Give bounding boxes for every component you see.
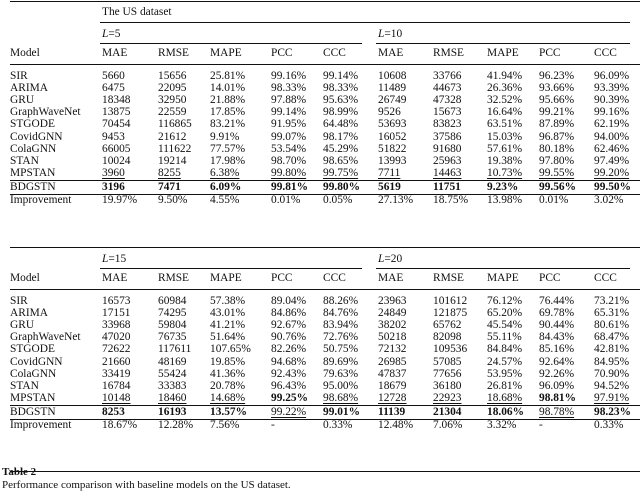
metric-header-rmse: RMSE bbox=[158, 272, 190, 284]
metric-cell: 121875 bbox=[433, 307, 468, 320]
horizon-label bbox=[102, 251, 126, 267]
metric-cell: 89.69% bbox=[323, 355, 359, 368]
metric-cell: 16784 bbox=[102, 379, 131, 392]
table-row bbox=[10, 192, 640, 208]
metric-cell: 69.78% bbox=[539, 307, 575, 320]
metric-cell: 93.39% bbox=[594, 82, 630, 95]
model-name: CovidGNN bbox=[10, 130, 63, 143]
metric-cell: 74295 bbox=[158, 307, 187, 320]
metric-cell: 15656 bbox=[158, 70, 187, 82]
metric-cell: 55.11% bbox=[487, 331, 522, 344]
horizon-symbol: L bbox=[102, 28, 109, 40]
metric-cell: 95.00% bbox=[323, 379, 359, 392]
metric-cell: 14.68% bbox=[210, 391, 246, 404]
metric-cell: 98.65% bbox=[323, 154, 359, 167]
metric-cell: 6475 bbox=[102, 82, 125, 95]
metric-header-ccc: CCC bbox=[594, 47, 617, 59]
metric-cell: 107.65% bbox=[210, 343, 251, 356]
metric-cell: 25963 bbox=[433, 154, 462, 167]
metric-cell: 10148 bbox=[102, 391, 131, 404]
metric-cell: 19.97% bbox=[102, 194, 138, 206]
metric-cell: 11751 bbox=[433, 180, 461, 193]
metric-cell: 15673 bbox=[433, 106, 462, 119]
metric-cell: 0.33% bbox=[323, 419, 353, 431]
metric-cell: 50.75% bbox=[323, 343, 359, 356]
metric-cell: 99.56% bbox=[539, 180, 577, 193]
caption-text: Performance comparison with baseline models on the US dataset. bbox=[2, 479, 291, 491]
metric-header-pcc: PCC bbox=[271, 47, 293, 59]
metric-cell: 90.76% bbox=[271, 331, 307, 344]
horizon-header-row bbox=[10, 251, 640, 267]
metric-cell: 9453 bbox=[102, 130, 125, 143]
horizon-rule-right bbox=[376, 268, 630, 269]
metric-cell: 45.54% bbox=[487, 319, 523, 332]
metric-cell: 18348 bbox=[102, 94, 131, 107]
metric-header-row bbox=[10, 45, 640, 61]
metric-cell: 50218 bbox=[378, 331, 407, 344]
metric-header-rmse: RMSE bbox=[158, 47, 190, 59]
metric-cell: 24.57% bbox=[487, 355, 523, 368]
horizon-rule-left bbox=[100, 43, 362, 44]
metric-cell: 99.16% bbox=[594, 106, 630, 119]
model-name: BDGSTN bbox=[10, 180, 56, 193]
horizon-value: =20 bbox=[384, 253, 403, 265]
metric-cell: 80.61% bbox=[594, 319, 630, 332]
metric-cell: 48169 bbox=[158, 355, 187, 368]
model-name: STGODE bbox=[10, 118, 55, 131]
metric-cell: 26.81% bbox=[487, 379, 523, 392]
model-name: GRU bbox=[10, 319, 35, 332]
metric-cell: 6.09% bbox=[210, 180, 242, 193]
bottom-rule bbox=[10, 471, 640, 472]
metric-header-pcc: PCC bbox=[539, 47, 561, 59]
metric-cell: 83.94% bbox=[323, 319, 359, 332]
metric-cell: 13875 bbox=[102, 106, 131, 119]
horizon-label bbox=[378, 251, 402, 267]
metric-cell: 98.70% bbox=[271, 154, 307, 167]
metric-header-mae: MAE bbox=[102, 272, 128, 284]
metric-cell: 101612 bbox=[433, 295, 468, 307]
metric-cell: 14463 bbox=[433, 166, 462, 179]
metric-cell: 37586 bbox=[433, 130, 462, 143]
metric-cell: 62.46% bbox=[594, 142, 630, 155]
metric-cell: 99.07% bbox=[271, 130, 307, 143]
metric-cell: 98.78% bbox=[539, 405, 575, 418]
metric-cell: 33383 bbox=[158, 379, 187, 392]
metric-cell: 9.23% bbox=[487, 180, 519, 193]
model-name: MPSTAN bbox=[10, 166, 56, 179]
metric-cell: 18.68% bbox=[487, 391, 523, 404]
metric-cell: 11489 bbox=[378, 82, 407, 95]
metric-cell: 17.85% bbox=[210, 106, 246, 119]
metric-cell: 88.26% bbox=[323, 295, 359, 307]
horizon-rule-left bbox=[100, 268, 362, 269]
metric-cell: 99.75% bbox=[323, 166, 359, 179]
metric-cell: 99.21% bbox=[539, 106, 575, 119]
metric-cell: 33419 bbox=[102, 367, 131, 380]
metric-cell: 16052 bbox=[378, 130, 407, 143]
model-name: GRU bbox=[10, 94, 35, 107]
metric-cell: 51822 bbox=[378, 142, 407, 155]
block-divider-rule bbox=[10, 247, 640, 248]
metric-cell: 99.81% bbox=[271, 180, 309, 193]
metric-cell: 96.43% bbox=[271, 379, 307, 392]
metric-cell: 21660 bbox=[102, 355, 131, 368]
metric-cell: 5619 bbox=[378, 180, 401, 193]
horizon-rule-right bbox=[376, 43, 630, 44]
metric-cell: 33766 bbox=[433, 70, 462, 82]
table-row bbox=[10, 417, 640, 433]
metric-cell: 26749 bbox=[378, 94, 407, 107]
metric-cell: 85.16% bbox=[539, 343, 575, 356]
metric-cell: 24849 bbox=[378, 307, 407, 320]
metric-cell: 79.63% bbox=[323, 367, 359, 380]
metric-cell: 10608 bbox=[378, 70, 407, 82]
model-name: STAN bbox=[10, 154, 39, 167]
metric-cell: 82098 bbox=[433, 331, 462, 344]
metric-cell: 72.76% bbox=[323, 331, 359, 344]
metric-cell: 84.76% bbox=[323, 307, 359, 320]
metric-cell: 12728 bbox=[378, 391, 407, 404]
model-name: BDGSTN bbox=[10, 405, 56, 418]
metric-cell: 82.26% bbox=[271, 343, 307, 356]
metric-cell: 6.38% bbox=[210, 166, 240, 179]
metric-cell: 94.68% bbox=[271, 355, 307, 368]
metric-cell: 96.23% bbox=[539, 70, 575, 82]
metric-cell: 99.55% bbox=[539, 166, 575, 179]
model-name: SIR bbox=[10, 295, 28, 307]
dataset-title: The US dataset bbox=[102, 6, 172, 18]
horizon-label bbox=[102, 26, 120, 42]
metric-cell: 51.64% bbox=[210, 331, 246, 344]
metric-cell: 96.09% bbox=[594, 70, 630, 82]
metric-header-row bbox=[10, 270, 640, 286]
metric-cell: 7711 bbox=[378, 166, 401, 179]
metric-header-pcc: PCC bbox=[271, 272, 293, 284]
horizon-header-row bbox=[10, 26, 640, 42]
metric-cell: 47328 bbox=[433, 94, 462, 107]
metric-cell: 80.18% bbox=[539, 142, 575, 155]
metric-cell: 36180 bbox=[433, 379, 462, 392]
metric-cell: 47837 bbox=[378, 367, 407, 380]
metric-header-mae: MAE bbox=[378, 47, 404, 59]
metric-cell: 26985 bbox=[378, 355, 407, 368]
metric-cell: 63.51% bbox=[487, 118, 523, 131]
metric-cell: 91.95% bbox=[271, 118, 307, 131]
metric-cell: 98.23% bbox=[594, 405, 632, 418]
model-name: ARIMA bbox=[10, 307, 48, 320]
metric-cell: 117611 bbox=[158, 343, 192, 356]
model-name: STAN bbox=[10, 379, 39, 392]
metric-header-mape: MAPE bbox=[210, 47, 242, 59]
metric-cell: 72622 bbox=[102, 343, 131, 356]
metric-cell: 18679 bbox=[378, 379, 407, 392]
model-header: Model bbox=[10, 272, 40, 284]
metric-cell: 97.49% bbox=[594, 154, 630, 167]
metric-cell: 98.99% bbox=[323, 106, 359, 119]
metric-cell: 57.38% bbox=[210, 295, 246, 307]
metric-cell: 99.22% bbox=[271, 405, 307, 418]
metric-cell: 94.00% bbox=[594, 130, 630, 143]
metric-cell: 7.56% bbox=[210, 419, 240, 431]
metric-header-ccc: CCC bbox=[323, 47, 346, 59]
model-name: MPSTAN bbox=[10, 391, 56, 404]
metric-cell: 23963 bbox=[378, 295, 407, 307]
metric-cell: 99.25% bbox=[271, 391, 309, 404]
metric-cell: 15.03% bbox=[487, 130, 523, 143]
metric-header-rmse: RMSE bbox=[433, 272, 465, 284]
metric-cell: 65.20% bbox=[487, 307, 523, 320]
metric-cell: 41.94% bbox=[487, 70, 523, 82]
metric-cell: 0.33% bbox=[594, 419, 624, 431]
metric-cell: 26.36% bbox=[487, 82, 523, 95]
metric-header-mae: MAE bbox=[378, 272, 404, 284]
model-name: ColaGNN bbox=[10, 367, 57, 380]
metric-cell: 17.98% bbox=[210, 154, 246, 167]
metric-cell: 99.14% bbox=[323, 70, 359, 82]
metric-cell: 8253 bbox=[102, 405, 125, 418]
metric-cell: 18460 bbox=[158, 391, 187, 404]
metric-cell: 16573 bbox=[102, 295, 131, 307]
metric-header-mae: MAE bbox=[102, 47, 128, 59]
metric-cell: 13.98% bbox=[487, 194, 523, 206]
metric-cell: 9.50% bbox=[158, 194, 188, 206]
metric-cell: 97.88% bbox=[271, 94, 307, 107]
metric-cell: 16193 bbox=[158, 405, 187, 418]
metric-header-ccc: CCC bbox=[594, 272, 617, 284]
metric-cell: 18.06% bbox=[487, 405, 525, 418]
model-name: ARIMA bbox=[10, 82, 48, 95]
metric-cell: 12.48% bbox=[378, 419, 414, 431]
metric-cell: 21612 bbox=[158, 130, 187, 143]
model-name: GraphWaveNet bbox=[10, 106, 81, 119]
model-name: Improvement bbox=[10, 194, 72, 206]
metric-cell: 27.13% bbox=[378, 194, 414, 206]
model-name: Improvement bbox=[10, 419, 72, 431]
metric-cell: 42.81% bbox=[594, 343, 630, 356]
metric-cell: 20.78% bbox=[210, 379, 246, 392]
metric-cell: - bbox=[271, 419, 275, 431]
horizon-value: =5 bbox=[108, 28, 121, 40]
metric-cell: 62.19% bbox=[594, 118, 630, 131]
metric-cell: 76735 bbox=[158, 331, 187, 344]
horizon-value: =15 bbox=[108, 253, 127, 265]
metric-cell: 44673 bbox=[433, 82, 462, 95]
metric-cell: 53.54% bbox=[271, 142, 307, 155]
metric-cell: 95.66% bbox=[539, 94, 575, 107]
metric-cell: 87.89% bbox=[539, 118, 575, 131]
metric-cell: 0.05% bbox=[323, 194, 353, 206]
metric-cell: 7471 bbox=[158, 180, 181, 193]
metric-cell: 98.68% bbox=[323, 391, 359, 404]
metric-cell: 13993 bbox=[378, 154, 407, 167]
metric-cell: 83.21% bbox=[210, 118, 246, 131]
model-name: STGODE bbox=[10, 343, 55, 356]
metric-cell: 93.66% bbox=[539, 82, 575, 95]
metric-cell: 8255 bbox=[158, 166, 181, 179]
horizon-symbol: L bbox=[102, 253, 109, 265]
metric-cell: 11139 bbox=[378, 405, 406, 418]
metric-cell: 47020 bbox=[102, 331, 131, 344]
metric-header-rmse: RMSE bbox=[433, 47, 465, 59]
metric-header-ccc: CCC bbox=[323, 272, 346, 284]
metric-cell: 41.36% bbox=[210, 367, 246, 380]
metric-cell: 5660 bbox=[102, 70, 125, 82]
metric-cell: 33968 bbox=[102, 319, 131, 332]
metric-cell: 95.63% bbox=[323, 94, 359, 107]
metric-cell: 43.01% bbox=[210, 307, 246, 320]
metric-cell: 99.80% bbox=[323, 180, 361, 193]
title-rule bbox=[100, 22, 630, 23]
caption-label: Table 2 bbox=[2, 466, 37, 478]
metric-cell: 13.57% bbox=[210, 405, 248, 418]
metric-cell: 99.50% bbox=[594, 180, 632, 193]
metric-cell: 19.85% bbox=[210, 355, 246, 368]
metric-cell: 98.33% bbox=[271, 82, 307, 95]
metric-cell: 25.81% bbox=[210, 70, 246, 82]
model-name: GraphWaveNet bbox=[10, 331, 81, 344]
metric-cell: 77.57% bbox=[210, 142, 246, 155]
metric-cell: 59804 bbox=[158, 319, 187, 332]
metric-cell: 17151 bbox=[102, 307, 131, 320]
top-rule bbox=[10, 1, 640, 2]
metric-cell: 21304 bbox=[433, 405, 462, 418]
metric-cell: 12.28% bbox=[158, 419, 194, 431]
metric-cell: 98.17% bbox=[323, 130, 359, 143]
metric-cell: 10024 bbox=[102, 154, 131, 167]
metric-cell: 3.02% bbox=[594, 194, 624, 206]
metric-cell: 65.31% bbox=[594, 307, 630, 320]
dataset-title-row bbox=[10, 4, 640, 20]
metric-cell: 84.86% bbox=[271, 307, 307, 320]
metric-cell: 9.91% bbox=[210, 130, 240, 143]
metric-cell: 99.20% bbox=[594, 166, 630, 179]
horizon-value: =10 bbox=[384, 28, 403, 40]
model-name: SIR bbox=[10, 70, 28, 82]
metric-cell: 72132 bbox=[378, 343, 407, 356]
metric-cell: 89.04% bbox=[271, 295, 307, 307]
metric-header-mape: MAPE bbox=[487, 272, 519, 284]
metric-cell: 76.44% bbox=[539, 295, 575, 307]
metric-cell: 45.29% bbox=[323, 142, 359, 155]
metric-cell: 3.32% bbox=[487, 419, 517, 431]
metric-cell: 53693 bbox=[378, 118, 407, 131]
metric-cell: 116865 bbox=[158, 118, 192, 131]
metric-cell: 14.01% bbox=[210, 82, 246, 95]
metric-cell: 3960 bbox=[102, 166, 125, 179]
metric-cell: 96.09% bbox=[539, 379, 575, 392]
metric-cell: 10.73% bbox=[487, 166, 523, 179]
model-header: Model bbox=[10, 47, 40, 59]
metric-cell: 4.55% bbox=[210, 194, 240, 206]
model-name: ColaGNN bbox=[10, 142, 57, 155]
metric-cell: 21.88% bbox=[210, 94, 246, 107]
header-rule bbox=[10, 64, 640, 65]
metric-cell: 70.90% bbox=[594, 367, 630, 380]
metric-cell: 18.75% bbox=[433, 194, 469, 206]
metric-cell: 99.16% bbox=[271, 70, 307, 82]
metric-cell: 98.81% bbox=[539, 391, 577, 404]
metric-cell: 92.67% bbox=[271, 319, 307, 332]
metric-cell: 41.21% bbox=[210, 319, 246, 332]
metric-cell: 32950 bbox=[158, 94, 187, 107]
metric-cell: 57.61% bbox=[487, 142, 523, 155]
metric-cell: 97.80% bbox=[539, 154, 575, 167]
metric-header-mape: MAPE bbox=[210, 272, 242, 284]
metric-cell: 38202 bbox=[378, 319, 407, 332]
metric-cell: 91680 bbox=[433, 142, 462, 155]
metric-cell: 77656 bbox=[433, 367, 462, 380]
metric-cell: 109536 bbox=[433, 343, 468, 356]
metric-cell: 99.80% bbox=[271, 166, 307, 179]
metric-cell: 111622 bbox=[158, 142, 192, 155]
metric-cell: 96.87% bbox=[539, 130, 575, 143]
metric-cell: 19.38% bbox=[487, 154, 523, 167]
horizon-symbol: L bbox=[378, 28, 385, 40]
metric-cell: 99.14% bbox=[271, 106, 307, 119]
metric-cell: 53.95% bbox=[487, 367, 523, 380]
metric-cell: 22095 bbox=[158, 82, 187, 95]
metric-cell: 9526 bbox=[378, 106, 401, 119]
metric-cell: 66005 bbox=[102, 142, 131, 155]
metric-cell: 83823 bbox=[433, 118, 462, 131]
metric-cell: 90.39% bbox=[594, 94, 630, 107]
metric-cell: 57085 bbox=[433, 355, 462, 368]
metric-cell: 92.43% bbox=[271, 367, 307, 380]
metric-cell: 65762 bbox=[433, 319, 462, 332]
metric-cell: 99.01% bbox=[323, 405, 361, 418]
metric-cell: 84.43% bbox=[539, 331, 575, 344]
metric-cell: 97.91% bbox=[594, 391, 630, 404]
metric-cell: 19214 bbox=[158, 154, 187, 167]
header-rule bbox=[10, 289, 640, 290]
metric-cell: 55424 bbox=[158, 367, 187, 380]
metric-cell: 0.01% bbox=[539, 194, 569, 206]
metric-cell: 90.44% bbox=[539, 319, 575, 332]
metric-cell: 84.84% bbox=[487, 343, 523, 356]
metric-cell: 22923 bbox=[433, 391, 462, 404]
metric-cell: 32.52% bbox=[487, 94, 523, 107]
horizon-label bbox=[378, 26, 402, 42]
metric-cell: 92.26% bbox=[539, 367, 575, 380]
metric-cell: 73.21% bbox=[594, 295, 630, 307]
metric-cell: 60984 bbox=[158, 295, 187, 307]
horizon-symbol: L bbox=[378, 253, 385, 265]
metric-cell: 68.47% bbox=[594, 331, 630, 344]
metric-cell: 18.67% bbox=[102, 419, 138, 431]
metric-header-pcc: PCC bbox=[539, 272, 561, 284]
metric-cell: 64.48% bbox=[323, 118, 359, 131]
metric-cell: 22559 bbox=[158, 106, 187, 119]
metric-cell: 76.12% bbox=[487, 295, 523, 307]
metric-cell: 0.01% bbox=[271, 194, 301, 206]
metric-cell: 16.64% bbox=[487, 106, 523, 119]
metric-header-mape: MAPE bbox=[487, 47, 519, 59]
metric-cell: 70454 bbox=[102, 118, 131, 131]
metric-cell: 94.52% bbox=[594, 379, 630, 392]
metric-cell: 84.95% bbox=[594, 355, 630, 368]
metric-cell: 7.06% bbox=[433, 419, 463, 431]
metric-cell: - bbox=[539, 419, 543, 431]
metric-cell: 98.33% bbox=[323, 82, 359, 95]
metric-cell: 3196 bbox=[102, 180, 125, 193]
model-name: CovidGNN bbox=[10, 355, 63, 368]
metric-cell: 92.64% bbox=[539, 355, 575, 368]
